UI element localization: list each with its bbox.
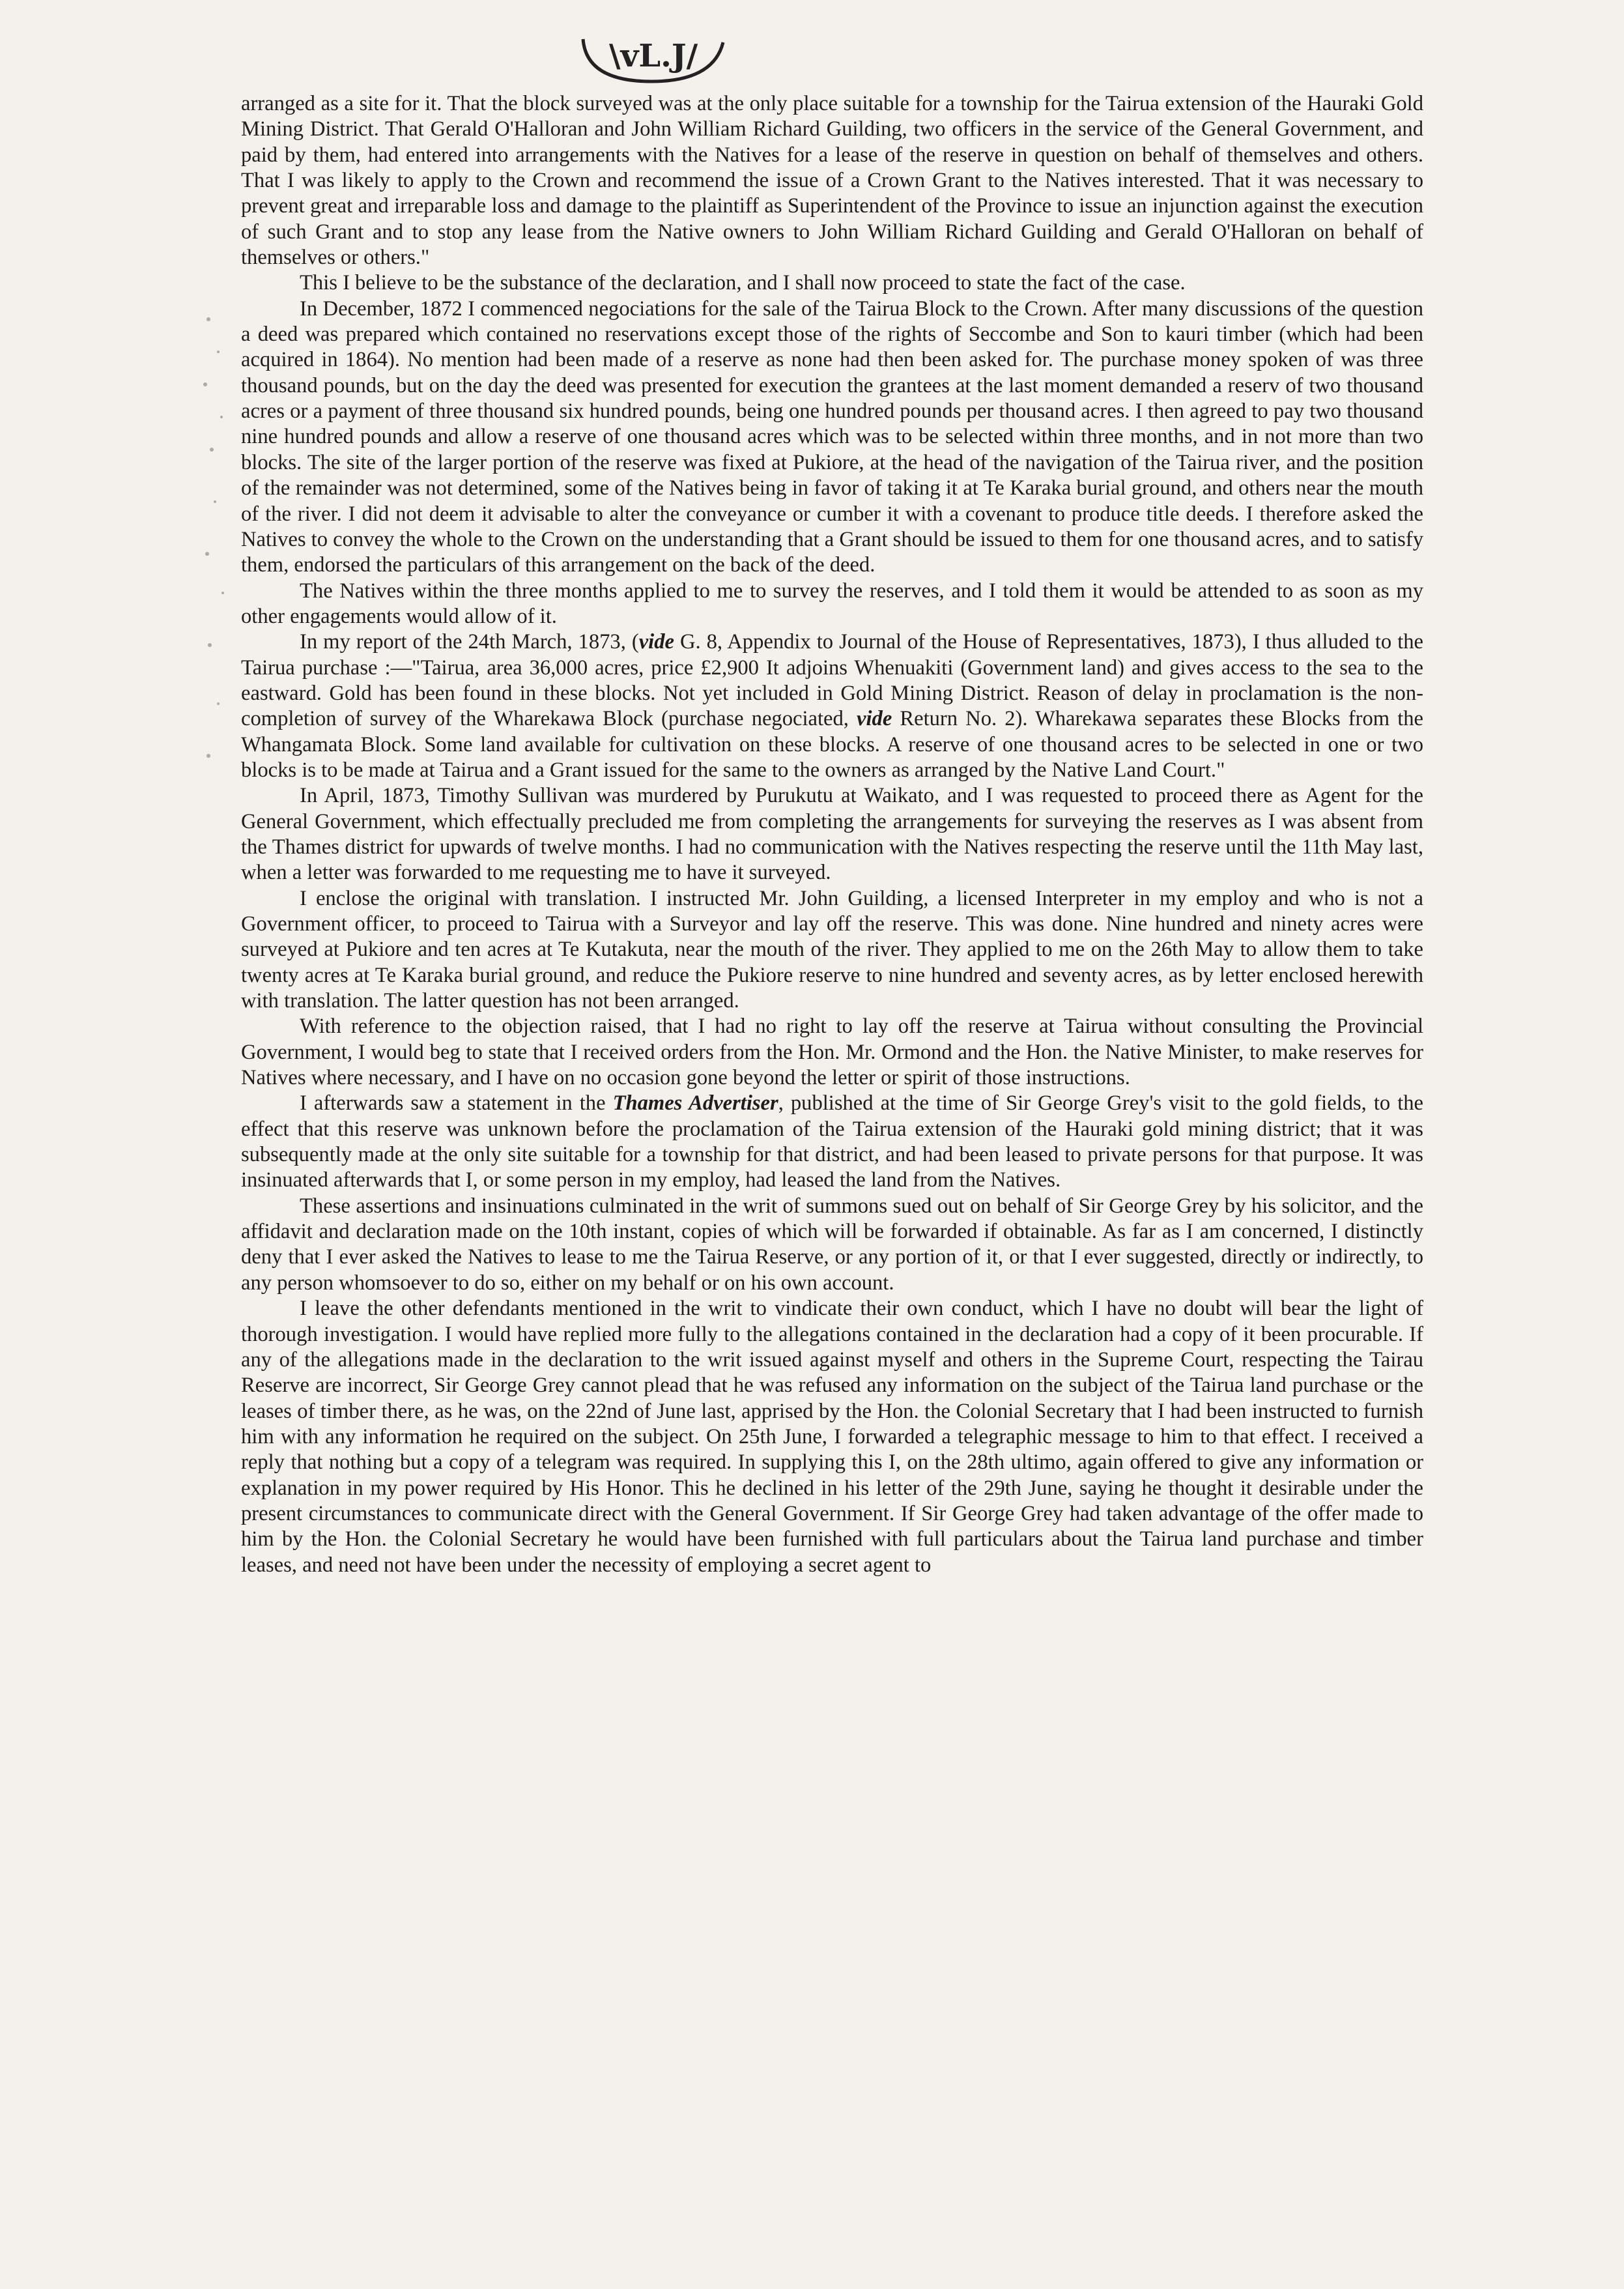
paragraph-4 (241, 579, 1423, 630)
paragraph-6 (241, 783, 1423, 885)
paragraph-9 (241, 1091, 1423, 1193)
text-run: Return No. 2). Wharekawa separates these Blocks from the Whangamata Block. Some land available for cultivation on these blocks. A reserve of one thousand acres to be selected in one or two blocks is to be made at Tairua and a Grant issued for the same to the owners as arranged by the Native Land Court." (241, 707, 1423, 782)
text-run: These assertions and insinuations culminated in the writ of summons sued out on behalf of Sir George Grey by his solicitor, and the affidavit and declaration made on the 10th instant, copies of which will be forwarded if obtainable. As far as I am concerned, I distinctly deny that I ever asked the Natives to lease to me the Tairua Reserve, or any portion of it, or that I ever suggested, directly or indirectly, to any person whomsoever to do so, either on my behalf or on his own account. (241, 1194, 1423, 1295)
paragraph-11 (241, 1296, 1423, 1578)
text-run: The Natives within the three months applied to me to survey the reserves, and I told them it would be attended to as soon as my other engagements would allow of it. (241, 579, 1423, 628)
text-run: I enclose the original with translation. I instructed Mr. John Guilding, a licensed Interpreter in my employ and who is not a Government officer, to proceed to Tairua with a Surveyor and lay off the reserve. This was done. Nine hundred and ninety acres were surveyed at Pukiore and ten acres at Te Kutakuta, near the mouth of the river. They applied to me on the 26th May to allow them to take twenty acres at Te Karaka burial ground, and reduce the Pukiore reserve to nine hundred and seventy acres, as by letter enclosed herewith with translation. The latter question has not been arranged. (241, 886, 1423, 1013)
text-run: This I believe to be the substance of the declaration, and I shall now proceed to state the fact of the case. (300, 271, 1186, 295)
text-run: G. 8, Appendix to Journal of the House of Representatives, 1873), I thus alluded to the Tairua purchase :—"Tairua, area 36,000 acres, price £2,900 It adjoins Whenuakiti (Government land) and gives access to the sea to the eastward. Gold has been found in these blocks. Not yet included in Gold Mining District. Reason of delay in proclamation is the non-completion of survey of the Wharekawa Block (purchase negociated, (241, 630, 1423, 731)
emphasis-text: Thames Advertiser (612, 1091, 778, 1116)
emphasis-text: vide (638, 630, 674, 654)
paragraph-7 (241, 886, 1423, 1015)
text-run: In December, 1872 I commenced negociations for the sale of the Tairua Block to the Crown. After many discussions of the question a deed was prepared which contained no reservations except those of the rights of Seccombe and Son to kauri timber (which had been acquired in 1864). No mention had been made of a reserve as none had then been asked for. The purchase money spoken of was three thousand pounds, but on the day the deed was presented for execution the grantees at the last moment demanded a reserv of two thousand acres or a payment of three thousand six hundred pounds, being one hundred pounds per thousand acres. I then agreed to pay two thousand nine hundred pounds and allow a reserve of one thousand acres which was to be selected within three months, and in not more than two blocks. The site of the larger portion of the reserve was fixed at Pukiore, at the head of the navigation of the Tairua river, and the position of the remainder was not determined, some of the Natives being in favor of taking it at Te Karaka burial ground, and others near the mouth of the river. I did not deem it advisable to alter the conveyance or cumber it with a covenant to produce title deeds. I therefore asked the Natives to convey the whole to the Crown on the understanding that a Grant should be issued to them for one thousand acres, and to satisfy them, endorsed the particulars of this arrangement on the back of the deed. (241, 296, 1423, 577)
emphasis-text: vide (857, 707, 892, 731)
text-run: , published at the time of Sir George Grey's visit to the gold fields, to the effect that this reserve was unknown before the proclamation of the Tairua extension of the Hauraki gold mining district; that it was subsequently made at the only site suitable for a township for that district, and had been leased to private persons for that purpose. It was insinuated afterwards that I, or some person in my employ, had leased the land from the Natives. (241, 1091, 1423, 1192)
text-run: arranged as a site for it. That the block surveyed was at the only place suitable for a township for the Tairua extension of the Hauraki Gold Mining District. That Gerald O'Halloran and John William Richard Guilding, two officers in the service of the General Government, and paid by them, had entered into arrangements with the Natives for a lease of the reserve in question on behalf of themselves and others. That I was likely to apply to the Crown and recommend the issue of a Crown Grant to the Natives interested. That it was necessary to prevent great and irreparable loss and damage to the plaintiff as Superintendent of the Province to issue an injunction against the execution of such Grant and to stop any lease from the Native owners to John William Richard Guilding and Gerald O'Halloran on behalf of themselves or others." (241, 92, 1423, 270)
paragraph-10 (241, 1194, 1423, 1296)
text-run: With reference to the objection raised, that I had no right to lay off the reserve at Tairua without consulting the Provincial Government, I would beg to state that I received orders from the Hon. Mr. Ormond and the Hon. the Native Minister, to make reserves for Natives where necessary, and I have on no occasion gone beyond the letter or spirit of those instructions. (241, 1015, 1423, 1090)
paragraph-8 (241, 1014, 1423, 1091)
text-run: I leave the other defendants mentioned in the writ to vindicate their own conduct, which I have no doubt will bear the light of thorough investigation. I would have replied more fully to the allegations contained in the declaration had a copy of it been procurable. If any of the allegations made in the declaration to the writ issued against myself and others in the Supreme Court, respecting the Tairau Reserve are incorrect, Sir George Grey cannot plead that he was refused any information on the subject of the Tairua land purchase or the leases of timber there, as he was, on the 22nd of June last, apprised by the Hon. the Colonial Secretary that I had been instructed to furnish him with any information he required on the subject. On 25th June, I forwarded a telegraphic message to him to that effect. I received a reply that nothing but a copy of a telegram was required. In supplying this I, on the 28th ultimo, again offered to give any information or explanation in my power required by His Honor. This he declined in his letter of the 29th June, saying he thought it desirable under the present circumstances to communicate direct with the General Government. If Sir George Grey had taken advantage of the offer made to him by the Hon. the Colonial Secretary he would have been furnished with full particulars about the Tairua land purchase and timber leases, and need not have been under the necessity of employing a secret agent to (241, 1297, 1423, 1577)
document-body (241, 91, 1423, 1578)
paragraph-1 (241, 91, 1423, 270)
margin-specks (195, 313, 235, 782)
paragraph-5 (241, 629, 1423, 783)
paragraph-3 (241, 296, 1423, 579)
text-run: In April, 1873, Timothy Sullivan was murdered by Purukutu at Waikato, and I was requested to proceed there as Agent for the General Government, which effectually precluded me from completing the arrangements for surveying the reserves as I was absent from the Thames district for upwards of twelve months. I had no communication with the Natives respecting the reserve until the 11th May last, when a letter was forwarded to me requesting me to have it surveyed. (241, 784, 1423, 885)
text-run: In my report of the 24th March, 1873, ( (300, 630, 639, 654)
header-mark-text: \vL.J/ (609, 38, 698, 74)
paragraph-2 (241, 270, 1423, 296)
handwritten-header-mark (573, 20, 736, 98)
text-run: I afterwards saw a statement in the (300, 1091, 613, 1116)
